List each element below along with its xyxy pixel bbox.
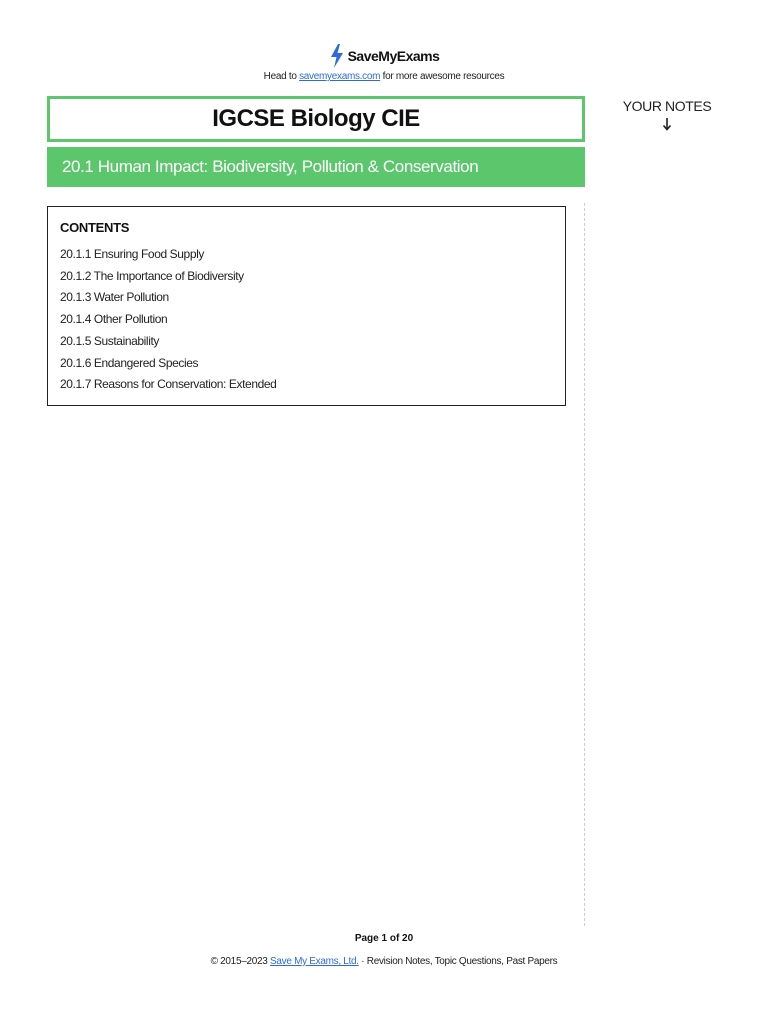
topic-banner [47, 147, 585, 187]
brand-name: SaveMyExams [347, 48, 440, 64]
contents-item[interactable]: 20.1.7 Reasons for Conservation: Extended [60, 377, 277, 392]
lightning-bolt-logo-icon [329, 44, 345, 68]
topic-title: 20.1 Human Impact: Biodiversity, Pollution & Conservation [62, 157, 479, 176]
contents-heading: CONTENTS [60, 220, 130, 235]
tagline-suffix: for more awesome resources [380, 71, 505, 82]
copyright-prefix: © 2015–2023 [210, 956, 270, 967]
contents-item[interactable]: 20.1.4 Other Pollution [60, 312, 168, 327]
contents-item[interactable]: 20.1.6 Endangered Species [60, 355, 199, 370]
copyright-suffix: · Revision Notes, Topic Questions, Past Papers [358, 956, 558, 967]
page-number: Page 1 of 20 [354, 933, 414, 944]
brand-header [0, 44, 768, 68]
contents-box [47, 206, 566, 406]
contents-item[interactable]: 20.1.3 Water Pollution [60, 290, 169, 305]
notes-divider [584, 203, 585, 926]
arrow-down-icon [662, 118, 672, 131]
your-notes-header [612, 98, 722, 131]
footer [0, 956, 768, 967]
document-title: IGCSE Biology CIE [212, 105, 420, 132]
your-notes-label: YOUR NOTES [622, 98, 712, 114]
contents-item[interactable]: 20.1.2 The Importance of Biodiversity [60, 268, 244, 283]
tagline [0, 71, 768, 82]
company-link[interactable]: Save My Exams, Ltd. [270, 956, 359, 967]
contents-item[interactable]: 20.1.1 Ensuring Food Supply [60, 247, 204, 261]
contents-item[interactable]: 20.1.5 Sustainability [60, 333, 160, 348]
document-title-box [47, 96, 585, 142]
contents-list [60, 244, 276, 396]
savemyexams-link[interactable]: savemyexams.com [299, 71, 381, 82]
tagline-prefix: Head to [263, 71, 300, 82]
